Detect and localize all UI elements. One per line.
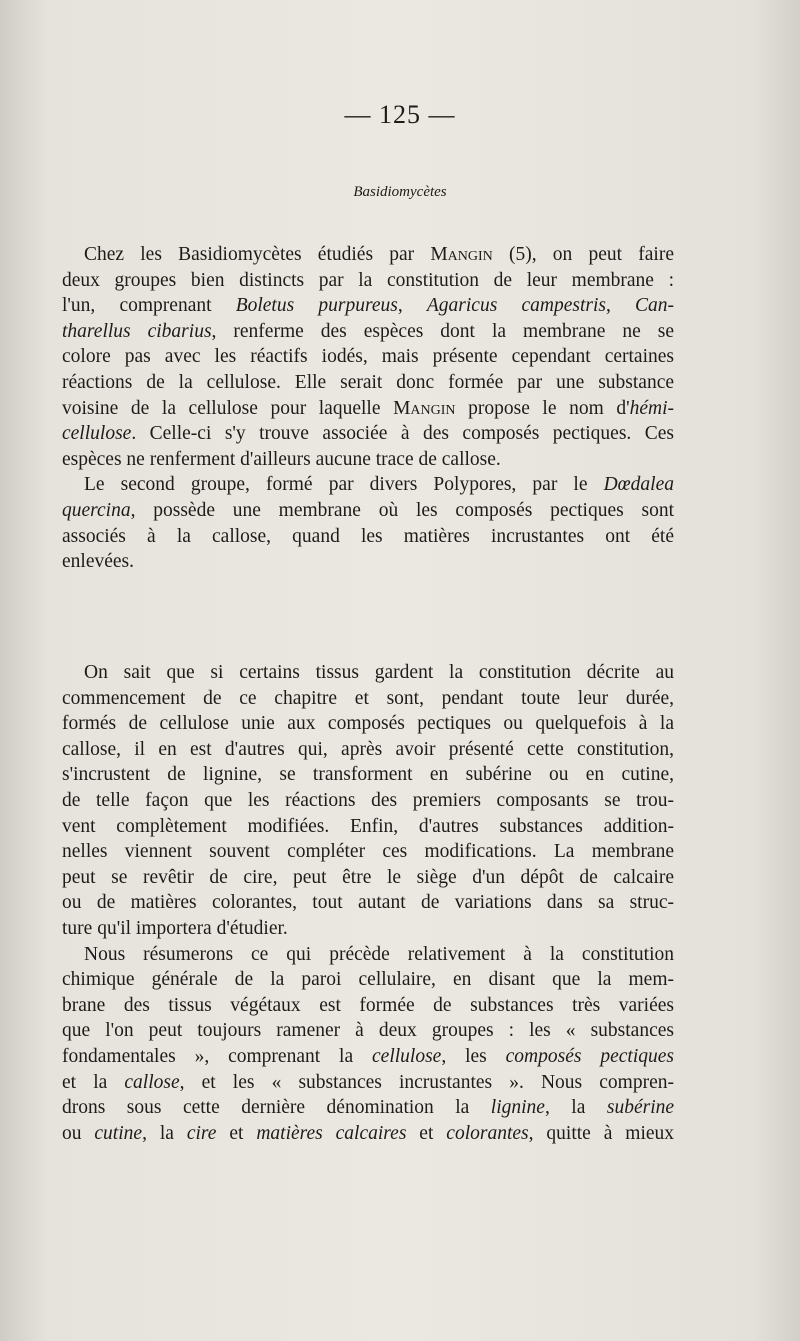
section-title: Basidiomycètes [353,184,447,200]
text-run: , la [544,1097,607,1119]
text-run: l'un, comprenant [62,295,236,317]
text-line [62,660,674,686]
italic-term: colorantes [446,1122,529,1144]
text-run: drons sous cette dernière dénomination la [62,1097,491,1119]
italic-term: callose [124,1071,180,1093]
text-line [62,916,674,942]
text-run: Nous résumerons ce qui précède relativement à la constitution [84,943,674,965]
author-name: Mangin [430,244,493,265]
italic-term: Agaricus campestris [426,295,606,317]
text-run: que l'on peut toujours ramener à deux groupes : les « substances [62,1020,674,1042]
text-run: réactions de la cellulose. Elle serait donc formée par une substance [62,371,674,393]
text-run: brane des tissus végétaux est formée de substances très variées [62,994,674,1016]
text-line [62,711,674,737]
text-line [62,737,674,763]
text-run: ou [62,1122,95,1144]
text-line [62,814,674,840]
text-line [62,1070,674,1096]
text-run: vent complètement modifiées. Enfin, d'autres substances addition- [62,815,674,837]
text-line [62,686,674,712]
text-line [62,396,674,422]
italic-term: cellulose [62,423,132,445]
text-run: ture qu'il importera d'étudier. [62,917,288,939]
text-line [62,524,674,550]
italic-term: Boletus purpureus [235,295,398,317]
italic-term: composés pectiques [505,1045,675,1067]
text-line [62,344,674,370]
text-run: , et les « substances incrustantes ». Nous compren- [179,1071,674,1093]
text-run: , [397,295,427,317]
italic-term: Can- [635,295,674,317]
text-run: callose, il en est d'autres qui, après avoir présenté cette constitution, [62,738,674,760]
text-run: On sait que si certains tissus gardent la constitution décrite au [84,662,674,683]
text-run: formés de cellulose unie aux composés pectiques ou quelquefois à la [62,713,674,735]
text-run: associés à la callose, quand les matières incrustantes ont été [62,525,674,547]
text-run: voisine de la cellulose pour laquelle [62,397,394,419]
text-line [62,1044,674,1070]
italic-term: matières calcaires [256,1122,407,1144]
text-run: nelles viennent souvent compléter ces modifications. La membrane [62,841,674,863]
text-line [62,865,674,891]
text-run: chimique générale de la paroi cellulaire, en disant que la mem- [62,969,674,991]
text-run: et [216,1122,257,1144]
text-run: , [605,295,635,317]
text-run: , renferme des espèces dont la membrane ne se [211,320,674,342]
italic-term: Dœdalea [603,474,674,496]
text-line [62,788,674,814]
italic-term: hémi- [629,397,675,419]
text-run: s'incrustent de lignine, se transforment en subérine ou en cutine, [62,764,674,786]
text-line [62,268,674,294]
italic-term: cellulose [372,1045,442,1067]
text-line [62,319,674,345]
text-line [62,762,674,788]
text-run: colore pas avec les réactifs iodés, mais présente cependant certaines [62,346,674,368]
text-line [62,242,674,268]
text-run: , les [441,1045,506,1067]
text-line [62,1095,674,1121]
text-run: espèces ne renferment d'ailleurs aucune trace de callose. [62,448,501,470]
text-run: (5), on peut faire [492,244,674,265]
text-line [62,1121,674,1147]
text-run: Le second groupe, formé par divers Polypores, par le [84,474,604,496]
text-run: ou de matières colorantes, tout autant de variations dans sa struc- [62,892,674,914]
text-run: , la [142,1122,187,1144]
paragraph-block-general [62,660,674,1146]
text-run: deux groupes bien distincts par la constitution de leur membrane : [62,269,674,291]
text-run: de telle façon que les réactions des premiers composants se trou- [62,789,674,811]
text-line [62,890,674,916]
italic-term: lignine [490,1097,545,1119]
text-line [62,839,674,865]
text-run: . Celle-ci s'y trouve associée à des composés pectiques. Ces [131,423,674,445]
text-line [62,472,674,498]
text-line [62,967,674,993]
text-run: , possède une membrane où les composés pectiques sont [130,499,674,521]
italic-term: tharellus cibarius [62,320,212,342]
text-line [62,1018,674,1044]
text-line [62,993,674,1019]
text-run: et la [62,1071,125,1093]
text-run: Chez les Basidiomycètes étudiés par [84,244,431,265]
text-run: peut se revêtir de cire, peut être le siège d'un dépôt de calcaire [62,866,674,888]
page-number: — 125 — [344,100,456,129]
author-name: Mangin [393,397,456,419]
text-line [62,549,674,575]
text-line [62,370,674,396]
italic-term: subérine [606,1097,675,1119]
text-run: , quitte à mieux [528,1122,675,1144]
italic-term: cutine [94,1122,143,1144]
text-line [62,293,674,319]
text-run: fondamentales », comprenant la [62,1045,373,1067]
text-run: commencement de ce chapitre et sont, pendant toute leur durée, [62,687,674,709]
italic-term: quercina [62,499,131,521]
paragraph-block-basidiomycetes [62,242,674,575]
text-line [62,942,674,968]
italic-term: cire [186,1122,217,1144]
text-run: propose le nom d' [455,397,630,419]
text-run: et [406,1122,447,1144]
text-line [62,421,674,447]
text-line [62,498,674,524]
text-run: enlevées. [62,551,135,573]
text-line [62,447,674,473]
